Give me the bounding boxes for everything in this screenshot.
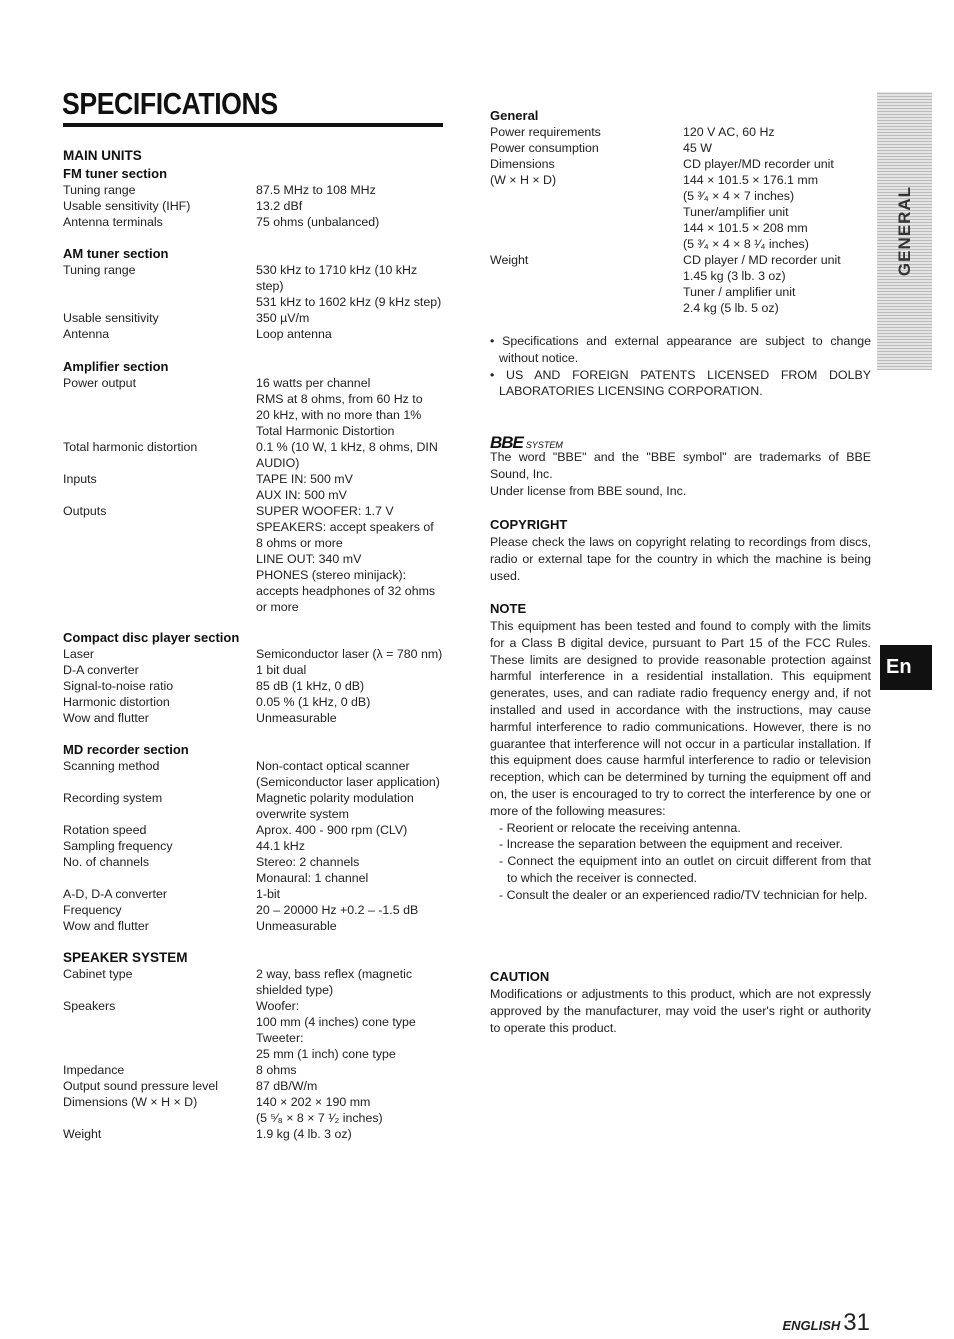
- spec-label-line: Output sound pressure level: [63, 1079, 218, 1093]
- spec-row: [63, 998, 444, 1062]
- caution-heading: CAUTION: [490, 969, 550, 984]
- bbe-text: The word "BBE" and the "BBE symbol" are trademarks of BBE Sound, Inc. Under license from BBE sound, Inc.: [490, 450, 871, 498]
- notice-bullet: • US AND FOREIGN PATENTS LICENSED FROM DOLBY LABORATORIES LICENSING CORPORATION.: [490, 367, 871, 399]
- measure-item: - Reorient or relocate the receiving antenna.: [499, 820, 741, 835]
- spec-row: [63, 966, 444, 998]
- page-number: 31: [843, 1309, 870, 1336]
- footer-language: ENGLISH: [782, 1318, 841, 1333]
- section-heading: FM tuner section: [63, 166, 168, 181]
- spec-label: [63, 646, 256, 662]
- spec-value-line: (5 ³⁄₄ × 4 × 8 ¹⁄₄ inches): [683, 237, 809, 251]
- spec-label-line: Frequency: [63, 903, 122, 917]
- spec-label-line: Weight: [490, 253, 529, 267]
- spec-value-line: RMS at 8 ohms, from 60 Hz to: [256, 392, 423, 406]
- spec-label-line: Power output: [63, 376, 137, 390]
- spec-row: [63, 503, 444, 615]
- spec-row: [63, 710, 444, 726]
- spec-value-line: 0.05 % (1 kHz, 0 dB): [256, 695, 371, 709]
- spec-value: [256, 966, 444, 998]
- spec-value-line: 1 bit dual: [256, 663, 307, 677]
- spec-value: [256, 471, 444, 503]
- spec-value-line: Stereo: 2 channels: [256, 855, 360, 869]
- main-units-heading: MAIN UNITS: [63, 148, 142, 163]
- spec-value-line: step): [256, 279, 284, 293]
- spec-label: [490, 140, 683, 156]
- note-section: NOTE This equipment has been tested and found to comply with the limits for a Class B digital device, pursuant to Part 15 of the FCC Rules. These limits are designed to provide reasonable protection against harmful interference in a residential installation. This equipment generates, uses, and can radiate radio frequency energy and, if not installed and used in accordance with the instructions, may cause harmful interference to radio communications. However, there is no guarantee that interference will not occur in a particular installation. If this equipment does cause harmful interference to radio or television reception, which can be determined by turning the equipment off and on, the user is encouraged to try to correct the interference by one or more of the following measures: - Reorient or relocate the receiving antenna. - Increase the separation between the equipment and receiver. - Connect the equipment into an outlet on circuit different from that to which the receiver is connected. - Consult the dealer or an experienced radio/TV technician for help.: [490, 601, 871, 902]
- spec-label: [63, 790, 256, 822]
- spec-value-line: 85 dB (1 kHz, 0 dB): [256, 679, 365, 693]
- spec-label-line: Scanning method: [63, 759, 160, 773]
- measure-item: - Consult the dealer or an experienced radio/TV technician for help.: [499, 887, 868, 902]
- spec-value-line: Non-contact optical scanner: [256, 759, 410, 773]
- spec-label: [63, 214, 256, 230]
- spec-label: [63, 310, 256, 326]
- spec-label: [63, 1094, 256, 1126]
- spec-value-line: Tweeter:: [256, 1031, 304, 1045]
- spec-value: [256, 902, 444, 918]
- spec-value-line: CD player/MD recorder unit: [683, 157, 834, 171]
- spec-value-line: 13.2 dBf: [256, 199, 303, 213]
- spec-label: [490, 156, 683, 252]
- spec-label-line: Power requirements: [490, 125, 601, 139]
- spec-value-line: 20 – 20000 Hz +0.2 – -1.5 dB: [256, 903, 419, 917]
- copyright-heading: COPYRIGHT: [490, 517, 568, 532]
- spec-label: [63, 375, 256, 439]
- section-heading: Amplifier section: [63, 359, 169, 374]
- spec-label: [63, 918, 256, 934]
- spec-label: [63, 854, 256, 886]
- spec-value-line: overwrite system: [256, 807, 349, 821]
- spec-value-line: SPEAKERS: accept speakers of: [256, 520, 434, 534]
- spec-value-line: Unmeasurable: [256, 919, 337, 933]
- general-heading: General: [490, 108, 539, 123]
- spec-row: [63, 214, 444, 230]
- section-heading: AM tuner section: [63, 246, 169, 261]
- spec-label-line: Outputs: [63, 504, 107, 518]
- spec-row: [490, 140, 873, 156]
- spec-value-line: Woofer:: [256, 999, 300, 1013]
- spec-label: [63, 262, 256, 310]
- spec-label-line: Speakers: [63, 999, 116, 1013]
- spec-value: [256, 790, 444, 822]
- measure-item: - Connect the equipment into an outlet on circuit different from that to which the receiver is connected.: [499, 854, 871, 885]
- spec-row: [63, 1062, 444, 1078]
- spec-row: [63, 918, 444, 934]
- spec-value: [256, 198, 444, 214]
- spec-label-line: D-A converter: [63, 663, 139, 677]
- spec-value: [256, 822, 444, 838]
- spec-row: [63, 326, 444, 342]
- spec-value: [256, 758, 444, 790]
- spec-row: [63, 822, 444, 838]
- spec-value: [256, 694, 444, 710]
- spec-label-line: No. of channels: [63, 855, 150, 869]
- spec-value-line: 531 kHz to 1602 kHz (9 kHz step): [256, 295, 442, 309]
- spec-value-line: Loop antenna: [256, 327, 332, 341]
- spec-value-line: Magnetic polarity modulation: [256, 791, 414, 805]
- spec-section: [63, 246, 444, 342]
- spec-value: [256, 1062, 444, 1078]
- spec-label-line: Antenna: [63, 327, 110, 341]
- spec-row: [63, 854, 444, 886]
- title-underline: [63, 123, 443, 127]
- spec-section: [63, 950, 444, 1142]
- spec-value-line: 87 dB/W/m: [256, 1079, 318, 1093]
- spec-section: [63, 630, 444, 726]
- spec-value-line: 2.4 kg (5 lb. 5 oz): [683, 301, 779, 315]
- spec-value-line: 144 × 101.5 × 208 mm: [683, 221, 808, 235]
- spec-value: [256, 503, 444, 615]
- page-footer: [783, 1309, 871, 1337]
- spec-label-line: (W × H × D): [490, 173, 557, 187]
- notice-bullet: • Specifications and external appearance are subject to change without notice.: [490, 334, 871, 365]
- spec-row: [63, 262, 444, 310]
- spec-label-line: Wow and flutter: [63, 919, 149, 933]
- spec-label: [63, 198, 256, 214]
- spec-label: [63, 471, 256, 503]
- spec-value: [256, 678, 444, 694]
- spec-value-line: Tuner/amplifier unit: [683, 205, 789, 219]
- spec-value-line: 530 kHz to 1710 kHz (10 kHz: [256, 263, 418, 277]
- spec-label: [63, 678, 256, 694]
- spec-label-line: Harmonic distortion: [63, 695, 170, 709]
- spec-value: [683, 140, 873, 156]
- spec-label-line: Wow and flutter: [63, 711, 149, 725]
- spec-label: [63, 886, 256, 902]
- spec-value-line: (Semiconductor laser application): [256, 775, 440, 789]
- section-heading: SPEAKER SYSTEM: [63, 950, 188, 965]
- spec-label: [63, 503, 256, 615]
- spec-value: [256, 854, 444, 886]
- notices: [490, 333, 871, 400]
- spec-row: [63, 375, 444, 439]
- spec-label: [63, 182, 256, 198]
- spec-value-line: 8 ohms or more: [256, 536, 343, 550]
- general-section: [490, 108, 873, 316]
- spec-label: [63, 710, 256, 726]
- spec-value-line: Semiconductor laser (λ = 780 nm): [256, 647, 443, 661]
- spec-label: [63, 1126, 256, 1142]
- spec-value-line: 2 way, bass reflex (magnetic: [256, 967, 413, 981]
- spec-row: [63, 662, 444, 678]
- spec-label-line: Total harmonic distortion: [63, 440, 198, 454]
- spec-value-line: CD player / MD recorder unit: [683, 253, 841, 267]
- spec-row: [490, 124, 873, 140]
- spec-value: [256, 838, 444, 854]
- spec-value-line: AUX IN: 500 mV: [256, 488, 347, 502]
- spec-value-line: Total Harmonic Distortion: [256, 424, 395, 438]
- spec-label-line: Recording system: [63, 791, 163, 805]
- spec-label-line: Sampling frequency: [63, 839, 173, 853]
- spec-value-line: 100 mm (4 inches) cone type: [256, 1015, 416, 1029]
- section-heading: MD recorder section: [63, 742, 189, 757]
- spec-label-line: Tuning range: [63, 183, 136, 197]
- spec-section: [63, 359, 444, 615]
- spec-row: [63, 182, 444, 198]
- spec-value-line: accepts headphones of 32 ohms: [256, 584, 436, 598]
- spec-label: [63, 998, 256, 1062]
- spec-label-line: Weight: [63, 1127, 102, 1141]
- section-heading: Compact disc player section: [63, 630, 240, 645]
- spec-row: [63, 471, 444, 503]
- spec-value-line: SUPER WOOFER: 1.7 V: [256, 504, 394, 518]
- spec-value-line: Aprox. 400 - 900 rpm (CLV): [256, 823, 408, 837]
- spec-value-line: 350 µV/m: [256, 311, 310, 325]
- spec-label-line: Usable sensitivity (IHF): [63, 199, 191, 213]
- spec-value: [683, 252, 873, 316]
- spec-label-line: Power consumption: [490, 141, 599, 155]
- spec-value-line: 144 × 101.5 × 176.1 mm: [683, 173, 819, 187]
- spec-value-line: or more: [256, 600, 299, 614]
- spec-value-line: PHONES (stereo minijack):: [256, 568, 407, 582]
- spec-row: [63, 694, 444, 710]
- spec-row: [63, 198, 444, 214]
- spec-label: [63, 838, 256, 854]
- spec-value-line: (5 ⁵⁄₈ × 8 × 7 ¹⁄₂ inches): [256, 1111, 383, 1125]
- spec-value: [256, 1126, 444, 1142]
- spec-row: [63, 1126, 444, 1142]
- spec-row: [490, 156, 873, 252]
- language-tab: En: [880, 645, 932, 690]
- spec-row: [490, 252, 873, 316]
- page-title: SPECIFICATIONS: [62, 86, 278, 121]
- spec-value: [256, 439, 444, 471]
- spec-value: [683, 156, 873, 252]
- spec-section: [63, 166, 444, 230]
- spec-label-line: Laser: [63, 647, 94, 661]
- spec-label: [490, 124, 683, 140]
- spec-value-line: 0.1 % (10 W, 1 kHz, 8 ohms, DIN: [256, 440, 438, 454]
- spec-label: [63, 439, 256, 471]
- spec-label: [63, 1078, 256, 1094]
- general-side-tab: GENERAL: [877, 92, 932, 370]
- spec-value-line: 1-bit: [256, 887, 281, 901]
- spec-value-line: 1.9 kg (4 lb. 3 oz): [256, 1127, 352, 1141]
- spec-label: [63, 1062, 256, 1078]
- spec-row: [63, 646, 444, 662]
- note-heading: NOTE: [490, 601, 527, 616]
- spec-row: [63, 439, 444, 471]
- spec-row: [63, 1078, 444, 1094]
- spec-value-line: Monaural: 1 channel: [256, 871, 369, 885]
- spec-value-line: 1.45 kg (3 lb. 3 oz): [683, 269, 786, 283]
- spec-value: [256, 886, 444, 902]
- spec-label-line: Tuning range: [63, 263, 136, 277]
- copyright-section: COPYRIGHT Please check the laws on copyright relating to recordings from discs, radio or external tape for the country in which the machine is being used.: [490, 517, 871, 583]
- spec-row: [63, 310, 444, 326]
- spec-value-line: TAPE IN: 500 mV: [256, 472, 353, 486]
- spec-value: [256, 326, 444, 342]
- spec-value-line: shielded type): [256, 983, 334, 997]
- spec-label: [63, 758, 256, 790]
- spec-value: [683, 124, 873, 140]
- spec-label: [63, 822, 256, 838]
- spec-label: [63, 326, 256, 342]
- spec-label-line: Impedance: [63, 1063, 125, 1077]
- spec-value-line: Unmeasurable: [256, 711, 337, 725]
- spec-value: [256, 646, 444, 662]
- spec-value-line: 120 V AC, 60 Hz: [683, 125, 775, 139]
- bbe-logo: BBE SYSTEM: [490, 433, 563, 452]
- spec-row: [63, 902, 444, 918]
- spec-value-line: 25 mm (1 inch) cone type: [256, 1047, 396, 1061]
- spec-value: [256, 662, 444, 678]
- spec-value-line: AUDIO): [256, 456, 300, 470]
- spec-value: [256, 262, 444, 310]
- spec-value-line: 44.1 kHz: [256, 839, 305, 853]
- spec-row: [63, 886, 444, 902]
- spec-row: [63, 1094, 444, 1126]
- spec-value-line: (5 ³⁄₄ × 4 × 7 inches): [683, 189, 795, 203]
- spec-value: [256, 182, 444, 198]
- spec-label-line: Usable sensitivity: [63, 311, 159, 325]
- spec-row: [63, 790, 444, 822]
- spec-label-line: Signal-to-noise ratio: [63, 679, 174, 693]
- spec-value-line: 8 ohms: [256, 1063, 297, 1077]
- measure-item: - Increase the separation between the equipment and receiver.: [499, 837, 843, 852]
- spec-label-line: Cabinet type: [63, 967, 133, 981]
- spec-value-line: 45 W: [683, 141, 712, 155]
- spec-label: [63, 966, 256, 998]
- spec-row: [63, 758, 444, 790]
- spec-value: [256, 710, 444, 726]
- spec-value: [256, 998, 444, 1062]
- spec-value: [256, 310, 444, 326]
- spec-value: [256, 375, 444, 439]
- spec-value: [256, 1094, 444, 1126]
- spec-value: [256, 918, 444, 934]
- spec-label-line: Inputs: [63, 472, 97, 486]
- spec-value: [256, 1078, 444, 1094]
- spec-label-line: Rotation speed: [63, 823, 147, 837]
- spec-row: [63, 838, 444, 854]
- spec-label-line: Dimensions: [490, 157, 555, 171]
- spec-label: [63, 662, 256, 678]
- spec-value-line: LINE OUT: 340 mV: [256, 552, 362, 566]
- spec-value: [256, 214, 444, 230]
- spec-value-line: Tuner / amplifier unit: [683, 285, 796, 299]
- spec-value-line: 87.5 MHz to 108 MHz: [256, 183, 376, 197]
- caution-section: CAUTION Modifications or adjustments to this product, which are not expressly approved by the manufacturer, may void the user's right or authority to operate this product.: [490, 969, 871, 1035]
- spec-value-line: 16 watts per channel: [256, 376, 371, 390]
- spec-value-line: 75 ohms (unbalanced): [256, 215, 380, 229]
- spec-section: [63, 742, 444, 934]
- spec-label: [63, 694, 256, 710]
- spec-value-line: 20 kHz, with no more than 1%: [256, 408, 422, 422]
- spec-row: [63, 678, 444, 694]
- spec-label: [490, 252, 683, 316]
- spec-value-line: 140 × 202 × 190 mm: [256, 1095, 371, 1109]
- spec-label-line: Dimensions (W × H × D): [63, 1095, 198, 1109]
- spec-label-line: Antenna terminals: [63, 215, 163, 229]
- spec-label: [63, 902, 256, 918]
- spec-label-line: A-D, D-A converter: [63, 887, 167, 901]
